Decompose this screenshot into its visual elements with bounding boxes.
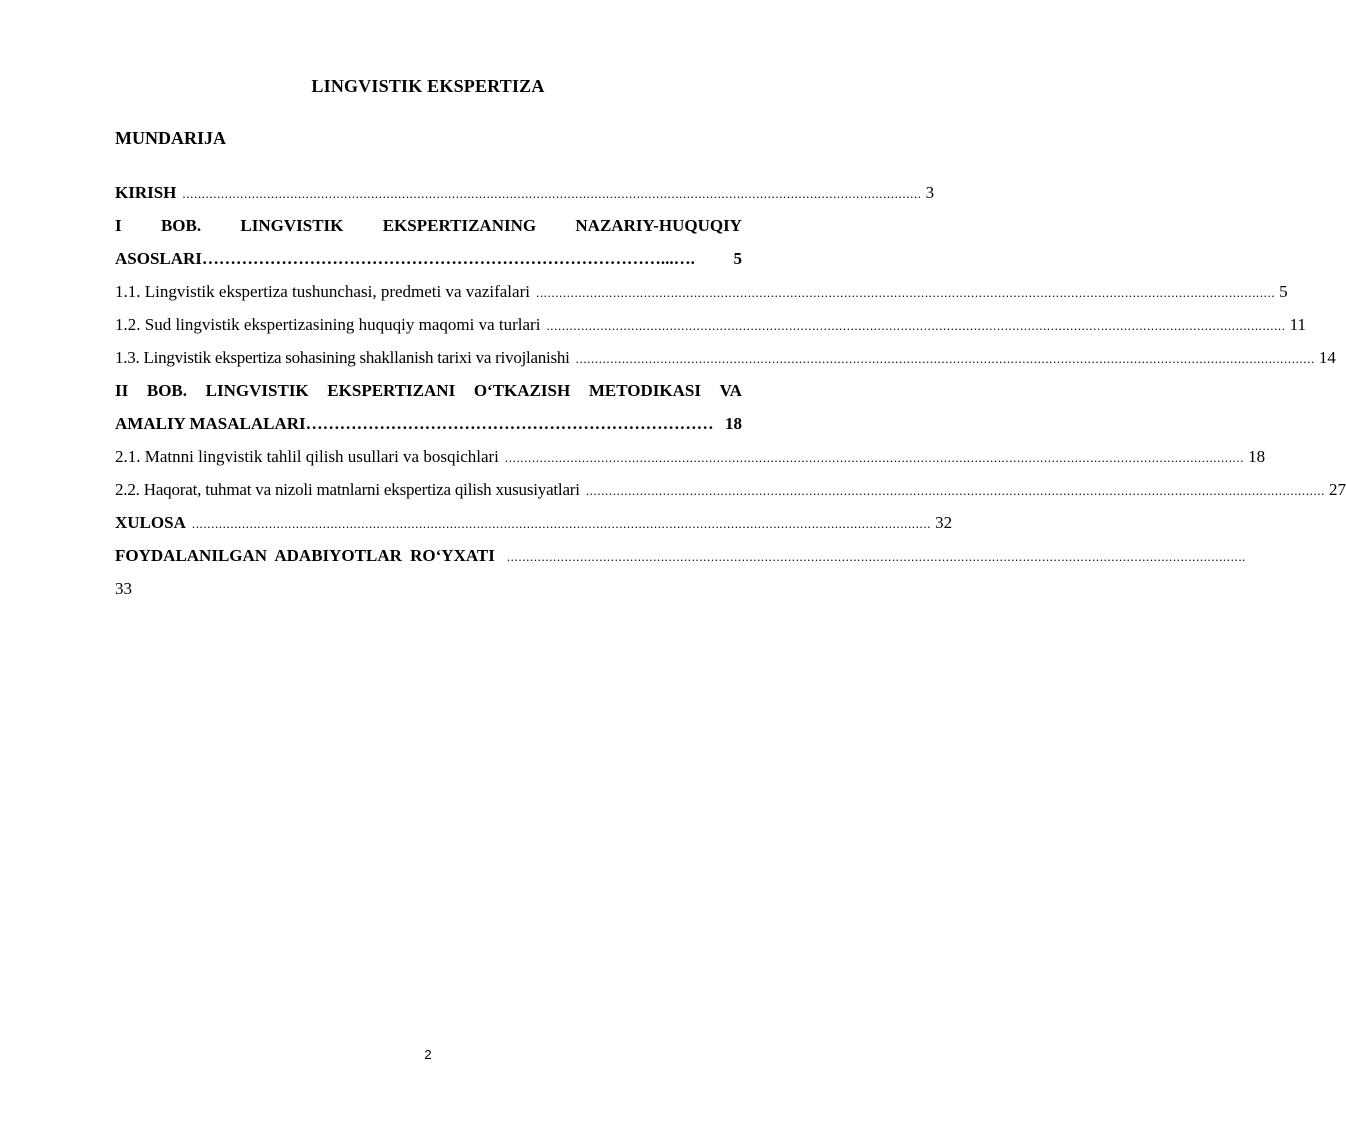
toc-entry-page: 18: [725, 414, 742, 433]
toc-word: VA: [719, 381, 742, 400]
dot-leader: ................................................................................................................................................................................................: [504, 450, 1245, 465]
toc-word: EKSPERTIZANI: [327, 381, 456, 400]
toc-entry-page: 18: [1248, 447, 1266, 466]
toc-entry-page: 5: [1279, 282, 1288, 301]
dot-leader: ................................................................................................................................................................................................: [546, 318, 1286, 333]
page-number: 2: [424, 1047, 432, 1062]
document-title: LINGVISTIK EKSPERTIZA: [311, 76, 545, 96]
toc-entry-references[interactable]: [115, 539, 1247, 572]
toc-word: O‘TKAZISH: [473, 381, 571, 400]
toc-entry-chapter1-line2[interactable]: [115, 242, 742, 275]
toc-entry-label: 1.2. Sud lingvistik ekspertizasining huquqiy maqomi va turlari: [115, 315, 541, 334]
toc-entry-label: 1.3. Lingvistik ekspertiza sohasining shakllanish tarixi va rivojlanishi: [115, 348, 570, 367]
dot-leader: ................................................................................................................................................................................................: [182, 186, 922, 201]
toc-entry-page: 3: [925, 183, 935, 202]
toc-word: LINGVISTIK: [240, 216, 344, 235]
toc-entry-chapter1-line1[interactable]: [115, 209, 742, 242]
dot-leader: ................................................................................................................................................................................................: [506, 549, 1247, 564]
toc-entry-page: 32: [935, 513, 953, 532]
toc-word: BOB.: [146, 381, 188, 400]
dot-leader: ................................................................................................................................................................................................: [585, 483, 1325, 498]
toc-word: I: [115, 216, 122, 235]
toc-entry-label: FOYDALANILGAN ADABIYOTLAR RO‘YXATI: [115, 546, 495, 565]
toc-entry-2-1[interactable]: [115, 440, 1266, 473]
toc-word: NAZARIY-HUQUQIY: [575, 216, 742, 235]
toc-entry-label: 2.1. Matnni lingvistik tahlil qilish usullari va bosqichlari: [115, 447, 499, 466]
toc-word: METODIKASI: [588, 381, 701, 400]
toc-word: EKSPERTIZANING: [382, 216, 537, 235]
toc-entry-2-2[interactable]: [115, 473, 1346, 506]
toc-entry-label: ASOSLARI: [115, 249, 202, 268]
toc-word: BOB.: [160, 216, 202, 235]
toc-entry-intro[interactable]: [115, 176, 935, 209]
ellipsis-leader: ………………………………………………………………………...….: [201, 249, 695, 268]
toc-entry-1-3[interactable]: [115, 341, 1336, 374]
toc-heading: MUNDARIJA: [115, 128, 226, 148]
toc-entry-chapter2-line2[interactable]: [115, 407, 742, 440]
dot-leader: ................................................................................................................................................................................................: [535, 285, 1276, 300]
toc-entry-label: 2.2. Haqorat, tuhmat va nizoli matnlarni ekspertiza qilish xususiyatlari: [115, 480, 580, 499]
toc-entry-page: 33: [115, 579, 132, 598]
toc-entry-references-page-line: [115, 572, 742, 605]
toc-entry-page: 11: [1289, 315, 1307, 334]
toc-entry-label: AMALIY MASALALARI: [115, 414, 306, 433]
toc-entry-chapter2-line1[interactable]: [115, 374, 742, 407]
toc-entry-1-1[interactable]: [115, 275, 1288, 308]
toc-entry-page: 5: [733, 249, 742, 268]
toc-entry-conclusion[interactable]: [115, 506, 953, 539]
ellipsis-leader: ………………………………………………………………: [305, 414, 714, 433]
dot-leader: ................................................................................................................................................................................................: [575, 351, 1315, 366]
dot-leader: ................................................................................................................................................................................................: [191, 516, 932, 531]
toc-word: II: [115, 381, 129, 400]
toc-entry-page: 27: [1329, 480, 1346, 499]
toc-entry-page: 14: [1318, 348, 1336, 367]
toc-entry-1-2[interactable]: [115, 308, 1307, 341]
toc-entry-label: KIRISH: [115, 183, 177, 202]
toc-word: LINGVISTIK: [205, 381, 309, 400]
table-of-contents: [115, 176, 1346, 605]
toc-entry-label: 1.1. Lingvistik ekspertiza tushunchasi, predmeti va vazifalari: [115, 282, 530, 301]
toc-entry-label: XULOSA: [115, 513, 186, 532]
